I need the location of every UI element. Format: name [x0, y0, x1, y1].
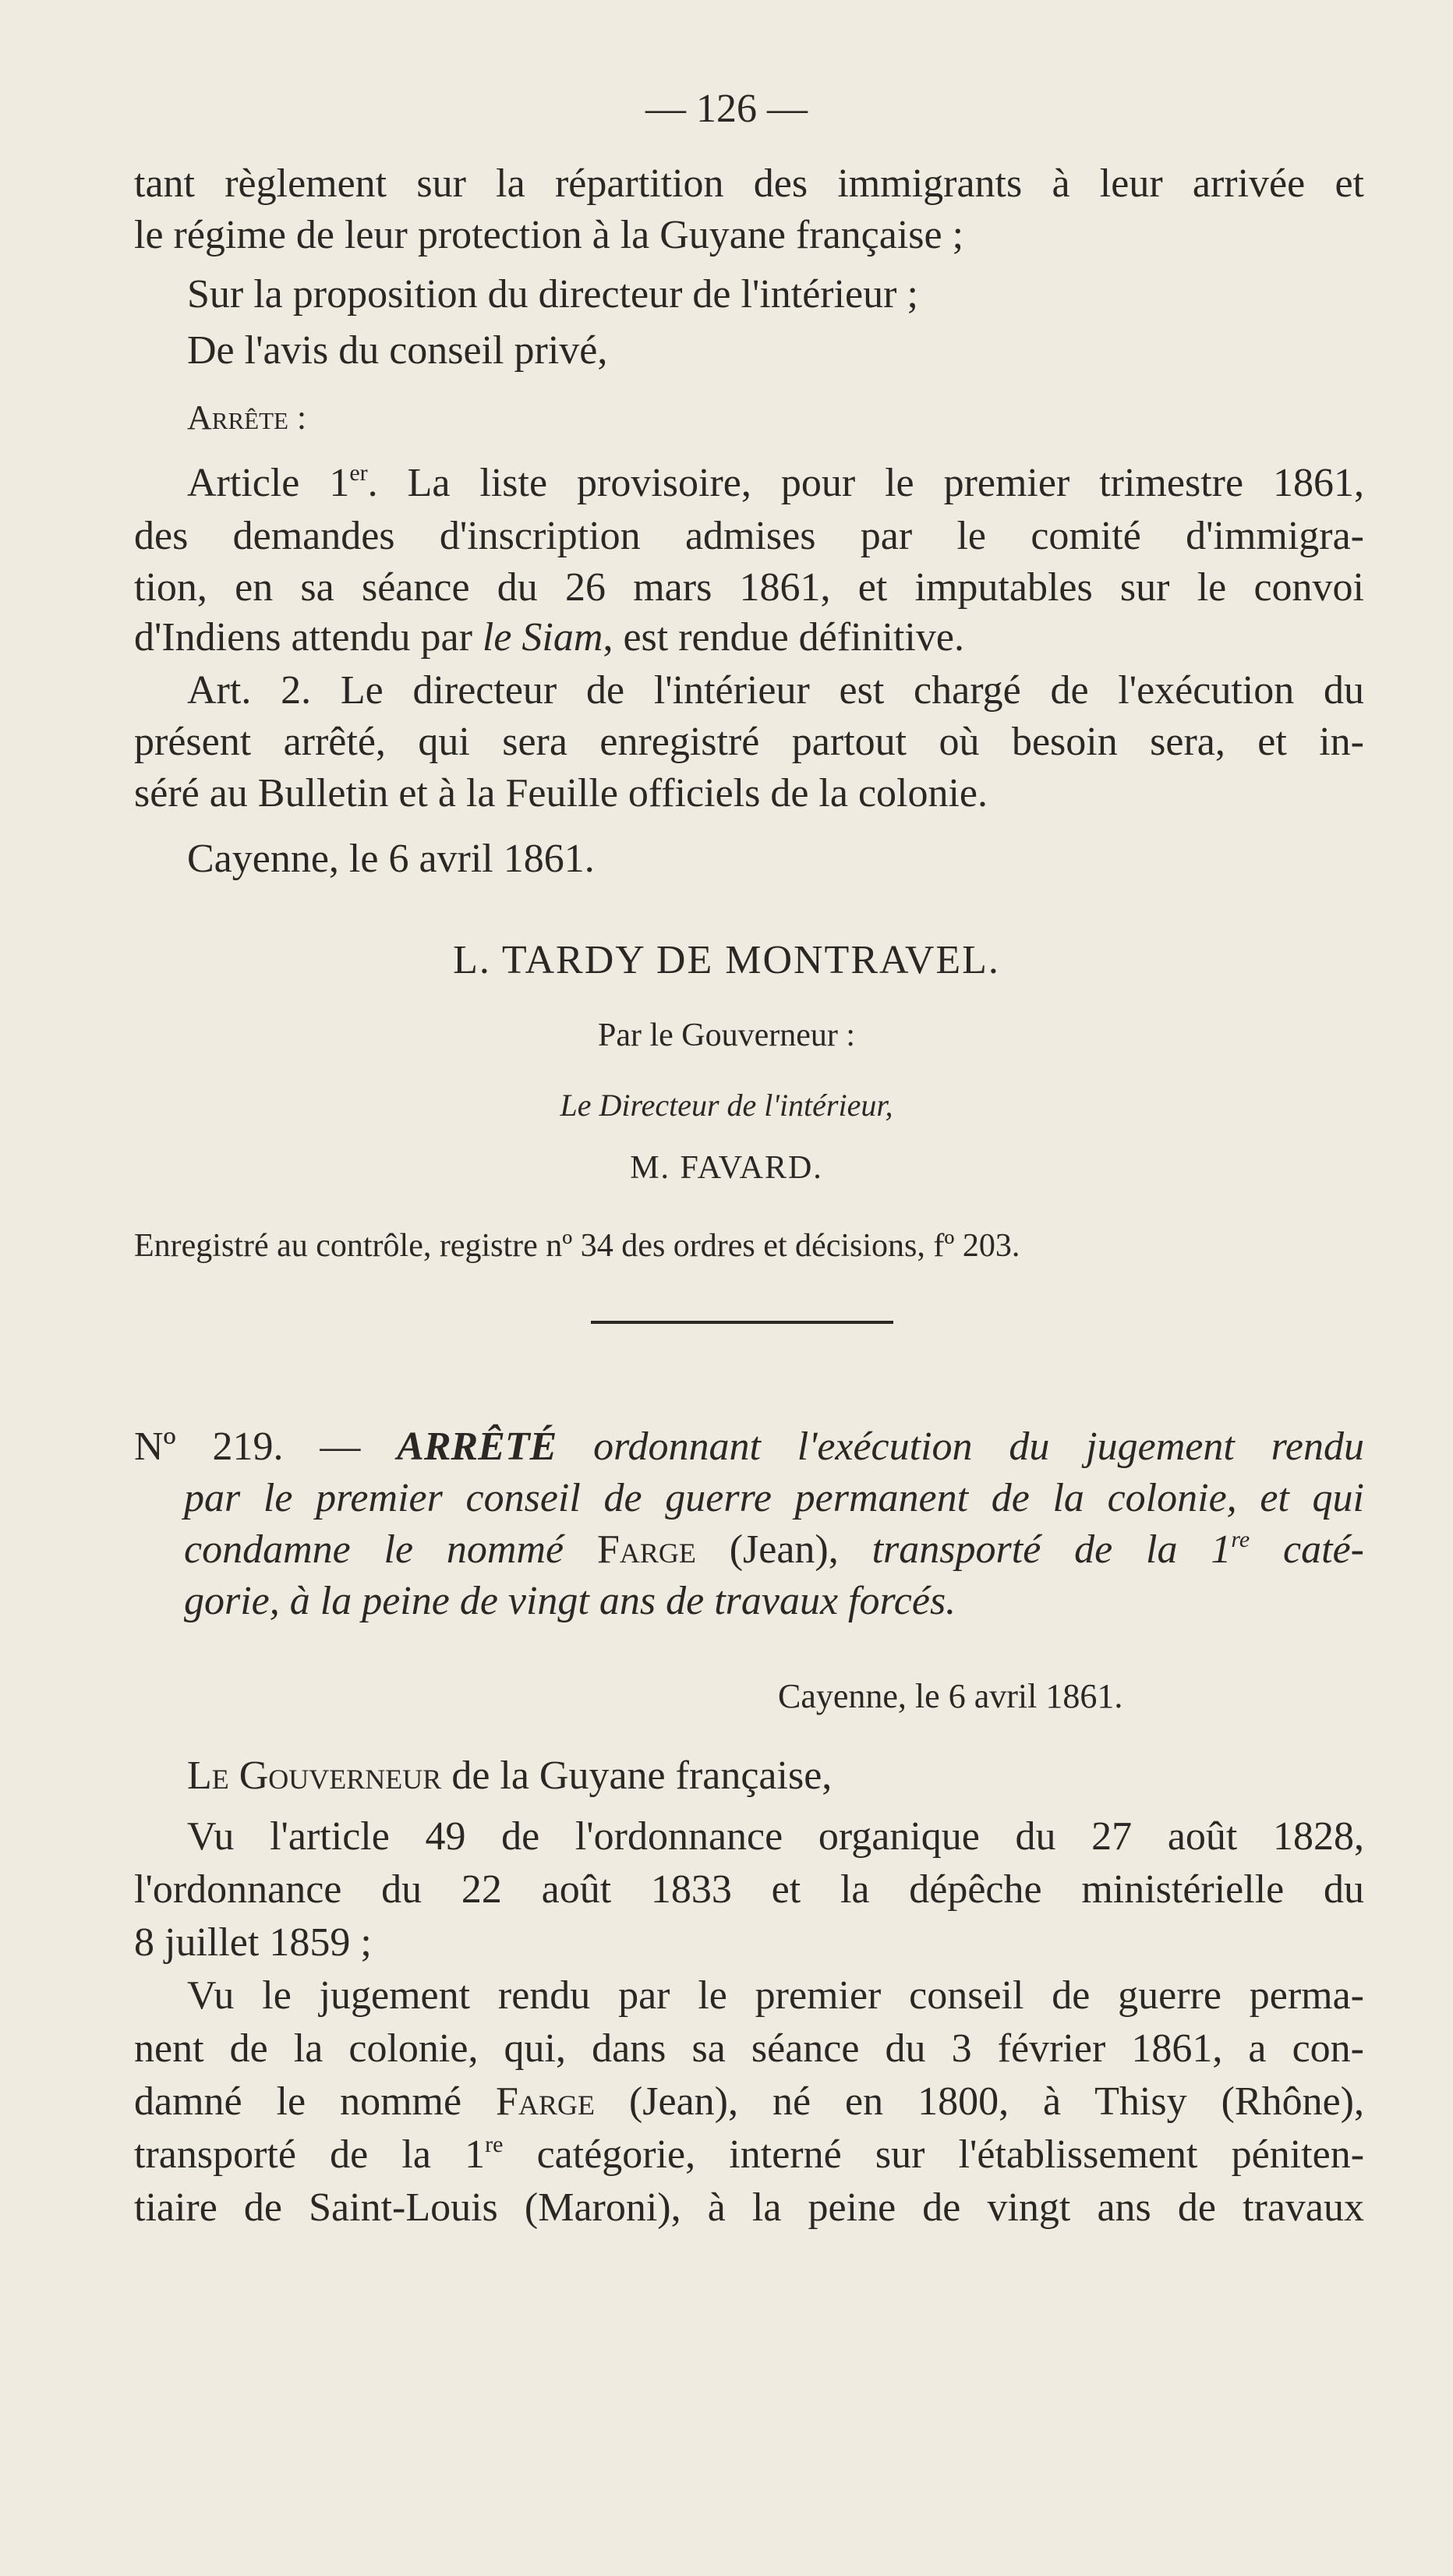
- paragraph-line: séré au Bulletin et à la Feuille officiels de la colonie.: [134, 771, 988, 816]
- text-run: de la Guyane française,: [441, 1753, 833, 1798]
- article-text: . La liste provisoire, pour le premier trimestre 1861,: [367, 461, 1364, 505]
- text-run: d'Indiens attendu par: [134, 615, 483, 660]
- paragraph-line: Vu le jugement rendu par le premier conseil de guerre perma-: [187, 1973, 1364, 2018]
- decree-heading-line: [134, 1422, 1364, 1472]
- paragraph-line: des demandes d'inscription admises par le comité d'immigra-: [134, 514, 1364, 558]
- ordinal-superscript: re: [1231, 1527, 1250, 1552]
- decree-number: Nº 219. —: [134, 1424, 398, 1469]
- decree-date: Cayenne, le 6 avril 1861.: [187, 837, 595, 881]
- governor-line: [187, 1751, 1364, 1801]
- text-run: damné le nommé: [134, 2079, 497, 2124]
- paragraph-line: [134, 2130, 1364, 2180]
- paragraph-line: l'ordonnance du 22 août 1833 et la dépêche ministérielle du: [134, 1867, 1364, 1912]
- text-run: catégorie, interné sur l'établissement péniten-: [503, 2132, 1365, 2177]
- decree-type: ARRÊTÉ: [397, 1424, 557, 1469]
- decree-date: Cayenne, le 6 avril 1861.: [778, 1677, 1123, 1715]
- ordinal-superscript: er: [349, 460, 368, 486]
- paragraph-line: [134, 613, 1364, 663]
- text-run: transporté de la 1: [871, 1527, 1232, 1572]
- text-run: (Jean), né en 1800, à Thisy (Rhône),: [594, 2079, 1364, 2124]
- paragraph-line: [134, 2077, 1364, 2127]
- paragraph-line: 8 juillet 1859 ;: [134, 1920, 372, 1965]
- signature-par-line: Par le Gouverneur :: [597, 1017, 856, 1053]
- arrete-heading: Arrête :: [187, 398, 307, 437]
- text-run: transporté de la 1: [134, 2132, 486, 2177]
- paragraph-line: le régime de leur protection à la Guyane française ;: [134, 213, 964, 257]
- signatory-name: L. TARDY DE MONTRAVEL.: [453, 938, 1000, 982]
- page-number: — 126 —: [645, 87, 808, 131]
- decree-heading-line: gorie, à la peine de vingt ans de travaux forcés.: [184, 1579, 956, 1623]
- paragraph-line: présent arrêté, qui sera enregistré partout où besoin sera, et in-: [134, 720, 1364, 764]
- article-1-line: [187, 458, 1364, 508]
- governor-label: Le Gouverneur: [187, 1753, 442, 1798]
- text-run: ordonnant l'exécution du jugement rendu: [557, 1424, 1364, 1469]
- director-name: M. FAVARD.: [630, 1150, 823, 1186]
- decree-heading-line: [184, 1525, 1364, 1575]
- convict-name: Farge: [496, 2079, 595, 2124]
- text-run: caté-: [1250, 1527, 1364, 1572]
- text-run: (Jean),: [695, 1527, 872, 1572]
- text-run: , est rendue définitive.: [603, 615, 964, 660]
- paragraph-line: nent de la colonie, qui, dans sa séance du 3 février 1861, a con-: [134, 2026, 1364, 2071]
- article-label: Article 1: [187, 461, 350, 505]
- paragraph-line: Vu l'article 49 de l'ordonnance organique du 27 août 1828,: [187, 1814, 1364, 1859]
- paragraph-line: De l'avis du conseil privé,: [187, 328, 608, 373]
- paragraph-line: tiaire de Saint-Louis (Maroni), à la peine de vingt ans de travaux: [134, 2185, 1364, 2230]
- registration-note: Enregistré au contrôle, registre nº 34 des ordres et décisions, fº 203.: [134, 1228, 1020, 1264]
- paragraph-line: Sur la proposition du directeur de l'intérieur ;: [187, 272, 918, 317]
- decree-heading-line: par le premier conseil de guerre permanent de la colonie, et qui: [184, 1476, 1364, 1520]
- ordinal-superscript: re: [485, 2132, 504, 2157]
- convict-name: Farge: [596, 1527, 696, 1572]
- section-divider: [591, 1321, 893, 1324]
- paragraph-line: tant règlement sur la répartition des immigrants à leur arrivée et: [134, 161, 1364, 206]
- paragraph-line: Art. 2. Le directeur de l'intérieur est chargé de l'exécution du: [187, 668, 1364, 713]
- director-title: Le Directeur de l'intérieur,: [560, 1088, 893, 1123]
- ship-name: le Siam: [482, 615, 603, 660]
- paragraph-line: tion, en sa séance du 26 mars 1861, et imputables sur le convoi: [134, 565, 1364, 610]
- text-run: condamne le nommé: [184, 1527, 597, 1572]
